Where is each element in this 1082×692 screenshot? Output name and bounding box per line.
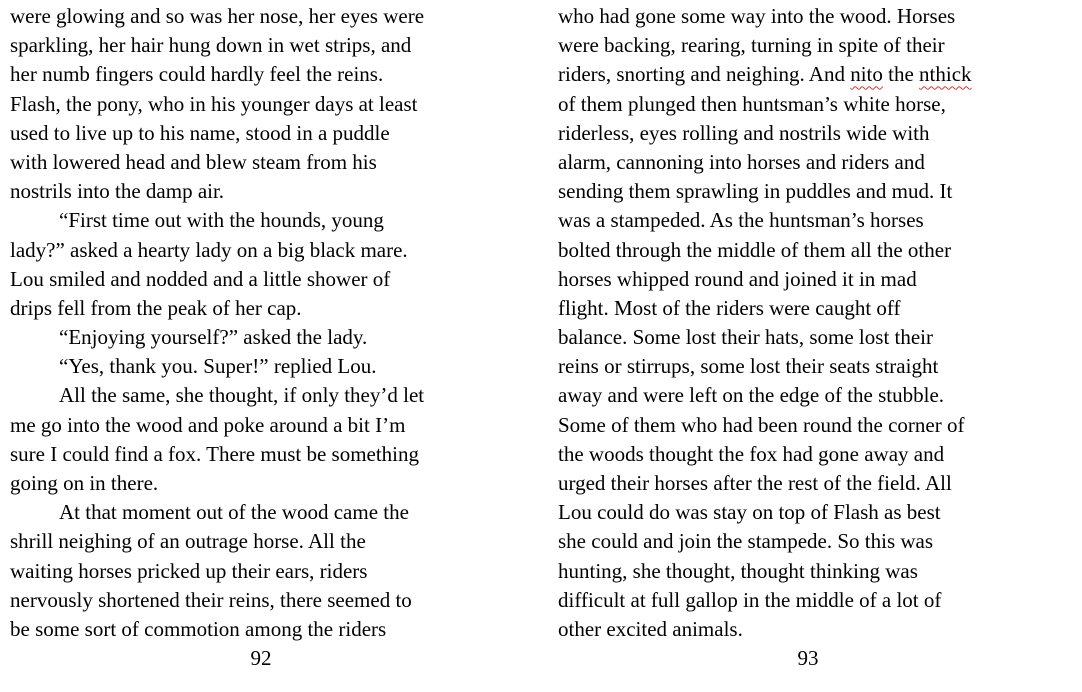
page-93	[558, 2, 1058, 673]
text-line: were glowing and so was her nose, her eyes were	[10, 4, 425, 28]
text-line: riders, snorting and neighing. And nito the nthick	[558, 62, 972, 87]
text-line: hunting, she thought, thought thinking was	[558, 558, 918, 583]
page-text-column	[10, 2, 512, 644]
text-line: nostrils into the damp air.	[10, 179, 225, 204]
text-line: used to live up to his name, stood in a puddle	[10, 120, 390, 145]
text-line: horses whipped round and joined it in mad	[558, 266, 917, 291]
misspelled-word[interactable]: nthick	[919, 62, 972, 87]
text-line: All the same, she thought, if only they’d let	[59, 383, 425, 408]
text-line: she could and join the stampede. So this was	[558, 529, 934, 554]
text-line: who had gone some way into the wood. Horses	[558, 4, 956, 28]
text-line: riderless, eyes rolling and nostrils wide with	[558, 120, 930, 145]
text-line: shrill neighing of an outrage horse. All the	[10, 529, 366, 554]
text-line: her numb fingers could hardly feel the reins.	[10, 62, 384, 87]
text-line: me go into the wood and poke around a bit I’m	[10, 412, 406, 437]
text-line: sparkling, her hair hung down in wet strips, and	[10, 33, 412, 58]
text-line: Some of them who had been round the corner of	[558, 412, 965, 437]
text-line: were backing, rearing, turning in spite of their	[558, 33, 945, 58]
text-line: bolted through the middle of them all the other	[558, 237, 952, 262]
text-line: nervously shortened their reins, there seemed to	[10, 587, 412, 612]
text-line: waiting horses pricked up their ears, riders	[10, 558, 368, 583]
text-line: urged their horses after the rest of the field. All	[558, 471, 952, 495]
text-line: the woods thought the fox had gone away and	[558, 441, 945, 466]
text-line: “Enjoying yourself?” asked the lady.	[59, 325, 368, 350]
text-line: away and were left on the edge of the stubble.	[558, 383, 945, 408]
page-text-column	[558, 2, 1058, 644]
page-number: 93	[797, 646, 819, 671]
text-line: sending them sprawling in puddles and mud. It	[558, 179, 953, 204]
text-line: drips fell from the peak of her cap.	[10, 295, 302, 320]
page-92	[10, 2, 512, 673]
text-line: “Yes, thank you. Super!” replied Lou.	[59, 354, 377, 379]
text-line: sure I could find a fox. There must be something	[10, 441, 420, 466]
text-line: At that moment out of the wood came the	[59, 500, 409, 525]
text-line: was a stampeded. As the huntsman’s horses	[558, 208, 924, 233]
text-line: going on in there.	[10, 471, 159, 495]
text-line: difficult at full gallop in the middle of a lot of	[558, 587, 942, 612]
text-line: Lou smiled and nodded and a little shower of	[10, 266, 391, 291]
text-line: lady?” asked a hearty lady on a big black mare.	[10, 237, 408, 262]
text-line: Lou could do was stay on top of Flash as best	[558, 500, 941, 525]
text-line: reins or stirrups, some lost their seats straight	[558, 354, 939, 379]
text-line: alarm, cannoning into horses and riders and	[558, 149, 925, 174]
misspelled-word[interactable]: nito	[850, 62, 883, 87]
text-line: with lowered head and blew steam from his	[10, 149, 377, 174]
text-line: be some sort of commotion among the riders	[10, 616, 387, 641]
text-line: Flash, the pony, who in his younger days at least	[10, 91, 418, 116]
text-line: balance. Some lost their hats, some lost their	[558, 325, 934, 350]
text-line: other excited animals.	[558, 616, 743, 641]
text-line: flight. Most of the riders were caught off	[558, 295, 901, 320]
text-line: of them plunged then huntsman’s white horse,	[558, 91, 946, 116]
page-number: 92	[250, 646, 272, 671]
text-line: “First time out with the hounds, young	[59, 208, 384, 233]
